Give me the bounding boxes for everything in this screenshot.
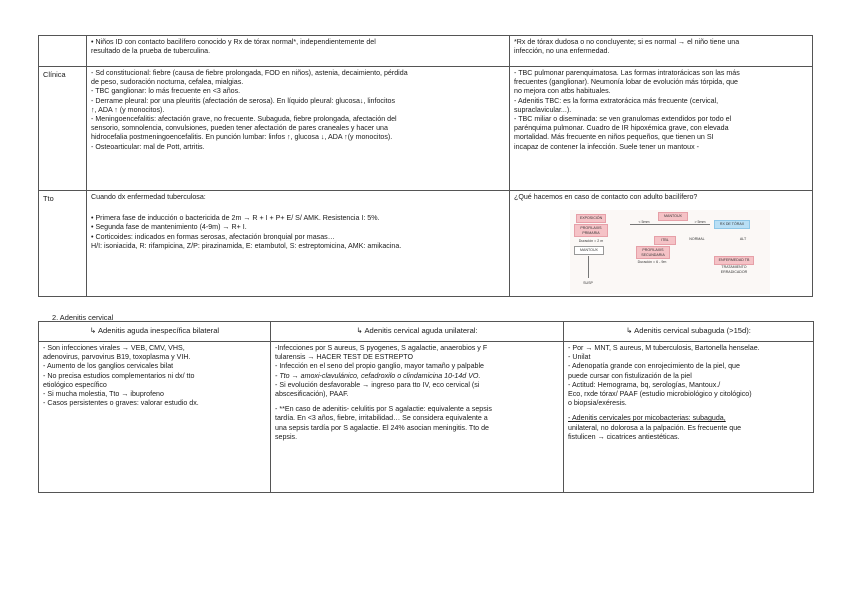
row0-left-cell [87, 36, 510, 67]
table-row [39, 67, 813, 191]
susp-label: SUSP [583, 281, 593, 286]
normal-label: NORMAL [689, 237, 705, 242]
corner-arrow-icon: ↳ [356, 326, 363, 335]
table-row [39, 191, 813, 297]
text-line: una sepsis tardía por S agalactie. El 24% asocian meningitis. Tto de [275, 423, 489, 432]
text-line: - Sd constitucional: fiebre (causa de fiebre prolongada, FOD en niños), astenia, decaimiento, pérdida [91, 69, 408, 77]
text-line: - Adenopatía grande con enrojecimiento de la piel, que [568, 362, 740, 371]
row0-right-cell [510, 36, 813, 67]
text-line: no mejora con atbs habituales. [514, 87, 611, 96]
text-line: • Niños ID con contacto bacilífero conocido y Rx de tórax normal*, independientemente del [91, 38, 376, 46]
text-line: unilateral, no dolorosa a la palpación. Es frecuente que [568, 423, 742, 432]
text-line: - Son infecciones virales → VEB, CMV, VHS, [43, 344, 185, 352]
subaguda-cell [564, 342, 814, 493]
diagram-title: ¿Qué hacemos en caso de contacto con adulto bacilífero? [514, 193, 698, 201]
text-line: parénquima pulmonar. Cuadro de IR hipoxémica grave, con elevada [514, 124, 729, 133]
text-line: - **En caso de adenitis- celulitis por S agalactie: equivalente a sepsis [275, 405, 492, 414]
text-line: tardía. En <3 años, fiebre, irritabilidad… Se considera equivalente a [275, 414, 488, 423]
header-label: Adenitis aguda inespecífica bilateral [97, 326, 220, 335]
header-adenitis-aguda-bilateral [39, 322, 271, 342]
text-line: - Unilat [568, 353, 591, 362]
duracion-1-label: Duración = 2 m [578, 239, 604, 244]
adenitis-table [38, 321, 814, 493]
table-row [39, 342, 814, 493]
profilaxis-secundaria-box: PROFILAXIS SECUNDARIA [636, 246, 670, 259]
text-line: • Corticoides: indicados en formas serosas, afectación bronquial por masas… [91, 232, 335, 241]
text-line: ↑, ADA ↑ (y monocitos). [91, 105, 165, 114]
text-line: - Si evolución desfavorable → ingreso para tto IV, eco cervical (si [275, 380, 480, 389]
text-line: abscesificación), PAAF. [275, 390, 349, 399]
table-row [39, 36, 813, 67]
text-line: de peso, sudoración nocturna, cefalea, mialgias. [91, 78, 244, 87]
text-line: frecuentes (ganglionar). Neumonía lobar de evolución más tórpida, que [514, 78, 738, 87]
corner-arrow-icon: ↳ [89, 326, 97, 335]
header-label: Adenitis cervical subaguda (>15d): [634, 326, 751, 335]
tto-right-cell [510, 191, 813, 297]
tuberculosis-table [38, 35, 813, 297]
text-line: hidrocefalia postmeningoencefalitis. En punción lumbar: linfos ↑, glucosa ↓, ADA ↑(y monocitos). [91, 133, 393, 142]
clinica-left-cell [87, 67, 510, 191]
text-line: - TBC ganglionar: lo más frecuente en <3 años. [91, 87, 241, 96]
text-line: infección, no una enfermedad. [514, 47, 610, 56]
text-line: adenovirus, parvovirus B19, toxoplasma y VIH. [43, 353, 191, 362]
text-line: - Aumento de los ganglios cervicales bilat [43, 362, 174, 371]
text-line: - Si mucha molestia, Tto → ibuprofeno [43, 390, 164, 399]
lt5-label: < 5mm [638, 220, 650, 225]
unilateral-cell [271, 342, 564, 493]
section-title: 2. Adenitis cervical [52, 313, 114, 322]
text-line: sensorio, somnolencia, convulsiones, pueden tener afectación de pares craneales y hacer una [91, 124, 388, 133]
text-line: Eco, rxde tórax/ PAAF (estudio microbiológico y citológico) [568, 390, 752, 399]
row-label-tto: Tto [39, 191, 87, 297]
text-line: - TBC miliar o diseminada: se ven granulomas extendidos por todo el [514, 115, 732, 124]
text-line: Cuando dx enfermedad tuberculosa: [91, 193, 206, 201]
text-line: - Adenitis TBC: es la forma extratorácica más frecuente (cervical, [514, 96, 719, 105]
text-line: tularensis → HACER TEST DE ESTREPTO [275, 353, 413, 362]
itbl-box: ITBL [654, 236, 676, 244]
text-line: - Adenitis cervicales por micobacterias: subaguda, [568, 414, 726, 423]
mantoux-mid-box: MANTOUX [574, 246, 604, 254]
text-line: o biopsia/exéresis. [568, 399, 627, 408]
table-row [39, 322, 814, 342]
text-line: - Casos persistentes o graves: valorar estudio dx. [43, 399, 199, 408]
tto-left-cell [87, 191, 510, 297]
empty-label-cell [39, 36, 87, 67]
corner-arrow-icon: ↳ [626, 326, 633, 335]
header-adenitis-aguda-unilateral [271, 322, 564, 342]
text-line: - Derrame pleural: por una pleuritis (afectación de serosa). En líquido pleural: glucosa↓, linfocitos [91, 96, 396, 105]
text-line: - TBC pulmonar parenquimatosa. Las formas intratorácicas son las más [514, 69, 740, 77]
contact-flowchart [570, 210, 770, 294]
text-line: - Actitud: Hemograma, bq, serologías, Mantoux./ [568, 380, 721, 389]
text-line: - Meningoencefalitis: afectación grave, no frecuente. Subaguda, fiebre prolongada, afectación del [91, 115, 397, 124]
text-line: - Tto → amoxi-clavulánico, cefadroxilo o clindamicina 10-14d VO. [275, 371, 481, 380]
mantoux-top-box: MANTOUX [658, 212, 688, 220]
gt5-label: > 5mm [694, 220, 706, 225]
alt-label: ALT [739, 237, 747, 242]
text-line: H/I: isoniacida, R: rifampicina, Z/P: pirazinamida, E: etambutol, S: estreptomicina, AMK: amikacina. [91, 241, 402, 250]
text-line: • Primera fase de inducción o bactericida de 2m → R + I + P+ E/ S/ AMK. Resistencia I: 5%. [91, 214, 380, 223]
text-line: puede cursar con fistulización de la piel [568, 371, 692, 380]
text-line: supraclavicular...). [514, 105, 572, 114]
text-line: - Por → MNT, S aureus, M tuberculosis, Bartonella henselae. [568, 344, 760, 352]
text-line: - Infección en el seno del propio ganglio, mayor tamaño y palpable [275, 362, 485, 371]
header-label: Adenitis cervical aguda unilateral: [364, 326, 478, 335]
text-line: - Osteoarticular: mal de Pott, artritis. [91, 142, 205, 151]
rx-torax-box: RX DE TÓRAX [714, 220, 750, 228]
duracion-2-label: Duración = 6 - 9m [637, 260, 667, 265]
text-line: *Rx de tórax dudosa o no concluyente; si es normal → el niño tiene una [514, 38, 740, 46]
row-label-clinica: Clínica [39, 67, 87, 191]
text-line: • Segunda fase de mantenimiento (4-9m) → R+ I. [91, 223, 247, 232]
header-adenitis-subaguda [564, 322, 814, 342]
text-line: etiológico específico [43, 380, 107, 389]
text-line: sepsis. [275, 432, 298, 441]
connector-line [588, 256, 589, 278]
profilaxis-primaria-box: PROFILAXIS PRIMARIA [574, 224, 608, 237]
text-line: -Infecciones por S aureus, S pyogenes, S agalactie, anaerobios y F [275, 344, 488, 352]
text-line: fistulicen → cicatrices antiestéticas. [568, 432, 680, 441]
bilateral-cell [39, 342, 271, 493]
text-line: resultado de la prueba de tuberculina. [91, 47, 211, 56]
clinica-right-cell [510, 67, 813, 191]
enfermedad-tb-box: ENFERMEDAD TB [714, 256, 754, 264]
text-line: mortalidad. Más frecuente en niños pequeños, que tienen un SI [514, 133, 714, 142]
text-line: incapaz de contener la infección. Suele tener un mantoux - [514, 142, 699, 151]
text-line: - No precisa estudios complementarios ni dx/ tto [43, 371, 195, 380]
exposicion-box: EXPOSICIÓN [576, 214, 606, 222]
tratamiento-label: TRATAMIENTO ERRADICADOR [720, 265, 748, 274]
